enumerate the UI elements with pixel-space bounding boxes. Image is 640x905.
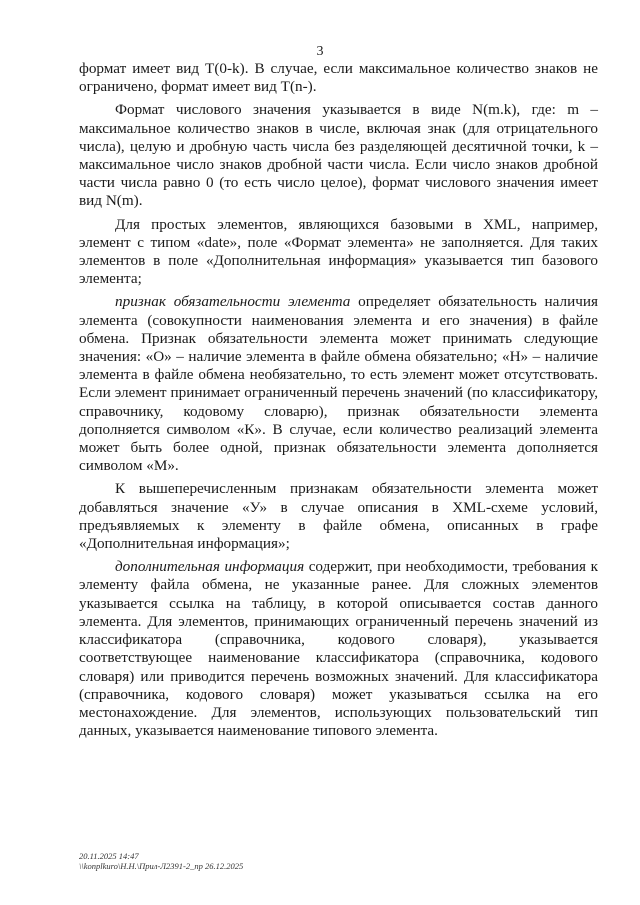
paragraph-additional-value: К вышеперечисленным признакам обязательности элемента может добавляться значение «У» в случае описания в XML-схеме условий, предъявляемых к элементу в файле обмена, описанных в графе «Дополнительная информация»; bbox=[79, 480, 598, 553]
document-body bbox=[79, 60, 598, 740]
footer-timestamp: 20.11.2025 14:47 bbox=[79, 851, 139, 861]
paragraph-mandatory-sign bbox=[79, 293, 598, 475]
paragraph-format-text: формат имеет вид T(0-k). В случае, если максимальное количество знаков не ограничено, формат имеет вид T(n-). bbox=[79, 60, 598, 96]
paragraph-mandatory-sign-text: определяет обязательность наличия элемента (совокупности наименования элемента и его значения) в файле обмена. Признак обязательности элемента может принимать следующие значения: «О» – наличие элемента в файле обмена обязательно; «Н» – наличие элемента в файле обмена необязательно, то есть элемент может отсутствовать. Если элемент принимает ограниченный перечень значений (по классификатору, справочнику, кодовому словарю), признак обязательности элемента дополняется символом «К». В случае, если количество реализаций элемента может быть более одной, признак обязательности элемента дополняется символом «М». bbox=[79, 293, 598, 475]
footer-file-path: \\konplkuro\Н.Н.\Прил-Л2391-2_пр 26.12.2025 bbox=[79, 861, 244, 871]
paragraph-additional-info-text: содержит, при необходимости, требования к элементу файла обмена, не указанные ранее. Для сложных элементов указывается ссылка на таблицу, в которой описывается состав данного элемента. Для элементов, принимающих ограниченный перечень значений из классификатора (справочника, кодового словаря), указывается соответствующее наименование классификатора (справочника, кодового словаря) или приводится перечень возможных значений. Для классификатора (справочника, кодового словаря) может указываться ссылка на его местонахождение. Для элементов, использующих пользовательский тип данных, указывается наименование типового элемента. bbox=[79, 558, 598, 740]
page-number: 3 bbox=[316, 44, 324, 59]
paragraph-additional-info bbox=[79, 558, 598, 740]
paragraph-simple-elements: Для простых элементов, являющихся базовыми в XML, например, элемент с типом «date», поле «Формат элемента» не заполняется. Для таких элементов в поле «Дополнительная информация» указывается тип базового элемента; bbox=[79, 215, 598, 288]
footer-stamp bbox=[79, 851, 243, 871]
term-additional-info: дополнительная информация bbox=[115, 558, 305, 576]
term-mandatory-sign: признак обязательности элемента bbox=[115, 293, 351, 311]
paragraph-format-number: Формат числового значения указывается в виде N(m.k), где: m – максимальное количество знаков в числе, включая знак (для отрицательного числа), целую и дробную часть числа без разделяющей десятичной точки, k – максимальное число знаков дробной части числа. Если число знаков дробной части числа равно 0 (то есть число целое), формат числового значения имеет вид N(m). bbox=[79, 101, 598, 210]
